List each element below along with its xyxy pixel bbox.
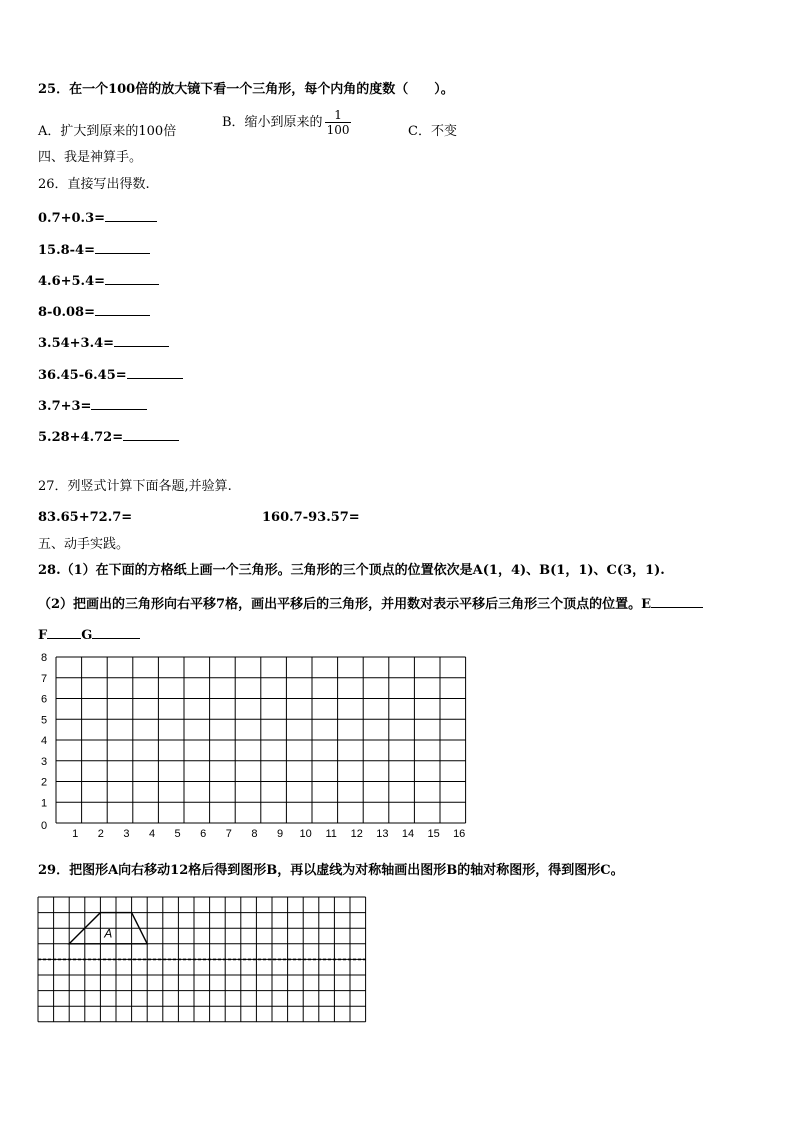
y-tick-label: 5 <box>40 714 48 727</box>
q27-right-expression: 160.7-93.57= <box>262 510 360 525</box>
label-f: F <box>38 628 48 643</box>
x-tick-label: 4 <box>148 828 156 840</box>
expression: 8-0.08= <box>38 305 95 320</box>
y-tick-label: 1 <box>40 797 48 810</box>
y-tick-label: 4 <box>40 735 48 747</box>
x-tick-label: 6 <box>200 828 207 840</box>
x-tick-label: 1 <box>72 828 79 840</box>
x-tick-label: 16 <box>453 828 466 840</box>
section-5-title: 五、动手实践。 <box>38 537 130 552</box>
y-tick-label: 0 <box>40 820 48 832</box>
x-tick-label: 5 <box>174 828 181 840</box>
fraction-numerator: 1 <box>334 108 342 122</box>
y-tick-label: 7 <box>40 672 48 685</box>
y-tick-label: 6 <box>40 693 48 706</box>
expression: 3.54+3.4= <box>38 336 115 351</box>
x-tick-label: 10 <box>299 828 312 840</box>
x-tick-label: 12 <box>350 828 363 840</box>
x-tick-label: 9 <box>276 828 284 840</box>
q29-stem: 29．把图形A向右移动12格后得到图形B，再以虚线为对称轴画出图形B的轴对称图形，得到图形C。 <box>38 863 624 878</box>
expression: 36.45-6.45= <box>38 368 127 383</box>
section-4-title: 四、我是神算手。 <box>38 150 143 165</box>
shape-a-label: A <box>104 926 113 941</box>
q28-part2-text: （2）把画出的三角形向右平移7格，画出平移后的三角形，并用数对表示平移后三角形三个顶点的位置。E <box>38 597 652 612</box>
expression: 0.7+0.3= <box>38 211 106 226</box>
q26-stem: 26．直接写出得数. <box>38 177 150 192</box>
x-tick-label: 13 <box>376 828 389 840</box>
x-tick-label: 8 <box>251 828 258 840</box>
x-tick-label: 15 <box>427 828 440 840</box>
expression: 15.8-4= <box>38 243 95 258</box>
fraction-denominator: 100 <box>326 123 350 137</box>
expression: 3.7+3= <box>38 399 92 414</box>
x-tick-label: 14 <box>401 828 415 840</box>
y-tick-label: 8 <box>40 652 48 664</box>
expression: 4.6+5.4= <box>38 274 106 289</box>
q27-stem: 27．列竖式计算下面各题,并验算. <box>38 479 232 494</box>
q25-option-c: C．不变 <box>408 124 457 139</box>
q27-left-expression: 83.65+72.7= <box>38 510 133 525</box>
x-tick-label: 11 <box>325 828 337 840</box>
q25-option-b-text: B．缩小到原来的 <box>222 115 323 130</box>
y-tick-label: 3 <box>40 755 48 768</box>
q25-stem: 25．在一个100倍的放大镜下看一个三角形，每个内角的度数（ ）。 <box>38 82 454 97</box>
x-tick-label: 2 <box>97 828 104 840</box>
q28-part1: 28.（1）在下面的方格纸上画一个三角形。三角形的三个顶点的位置依次是A(1，4)、B(1，1)、C(3，1). <box>38 563 665 578</box>
x-tick-label: 3 <box>123 828 130 840</box>
expression: 5.28+4.72= <box>38 430 124 445</box>
y-tick-label: 2 <box>40 776 48 789</box>
x-tick-label: 7 <box>225 828 232 840</box>
q25-option-a: A．扩大到原来的100倍 <box>38 124 177 139</box>
label-g: G <box>81 628 93 643</box>
